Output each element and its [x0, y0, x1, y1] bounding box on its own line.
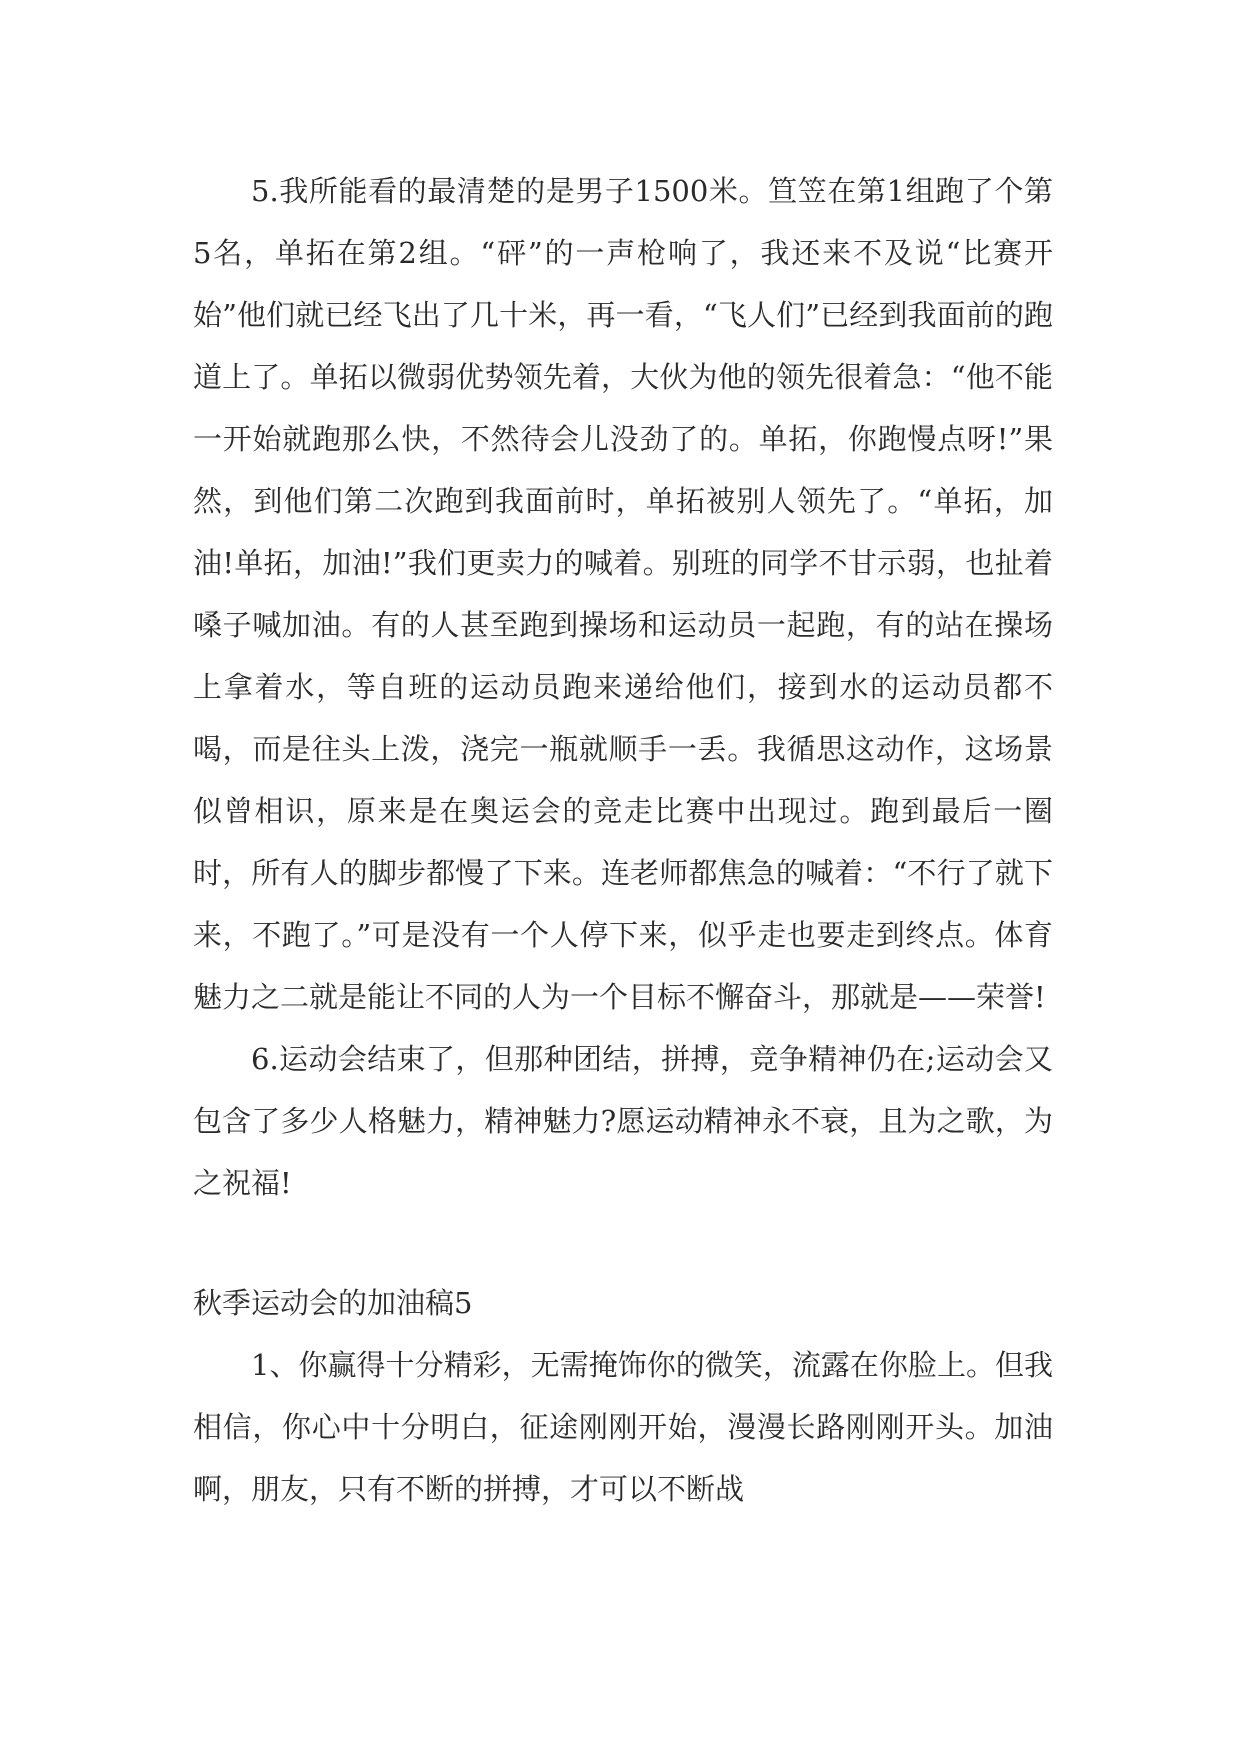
section-paragraph-1: 1、你赢得十分精彩，无需掩饰你的微笑，流露在你脸上。但我相信，你心中十分明白，征途刚刚开始，漫漫长路刚刚开头。加油啊，朋友，只有不断的拼搏，才可以不断战	[193, 1348, 1053, 1506]
section-heading: 秋季运动会的加油稿5	[193, 1286, 473, 1320]
document-body	[193, 160, 1053, 1520]
paragraph-6: 6.运动会结束了，但那种团结，拼搏，竞争精神仍在;运动会又包含了多少人格魅力，精神魅力?愿运动精神永不衰，且为之歌，为之祝福!	[193, 1042, 1053, 1200]
paragraph-5: 5.我所能看的最清楚的是男子1500米。笪笠在第1组跑了个第5名，单拓在第2组。“砰”的一声枪响了，我还来不及说“比赛开始”他们就已经飞出了几十米，再一看，“飞人们”已经到我面前的跑道上了。单拓以微弱优势领先着，大伙为他的领先很着急：“他不能一开始就跑那么快，不然待会儿没劲了的。单拓，你跑慢点呀!”果然，到他们第二次跑到我面前时，单拓被别人领先了。“单拓，加油!单拓，加油!”我们更卖力的喊着。别班的同学不甘示弱，也扯着嗓子喊加油。有的人甚至跑到操场和运动员一起跑，有的站在操场上拿着水，等自班的运动员跑来递给他们，接到水的运动员都不喝，而是往头上泼，浇完一瓶就顺手一丢。我循思这动作，这场景似曾相识，原来是在奥运会的竞走比赛中出现过。跑到最后一圈时，所有人的脚步都慢了下来。连老师都焦急的喊着：“不行了就下来，不跑了。”可是没有一个人停下来，似乎走也要走到终点。体育魅力之二就是能让不同的人为一个目标不懈奋斗，那就是——荣誉!	[193, 174, 1053, 1014]
